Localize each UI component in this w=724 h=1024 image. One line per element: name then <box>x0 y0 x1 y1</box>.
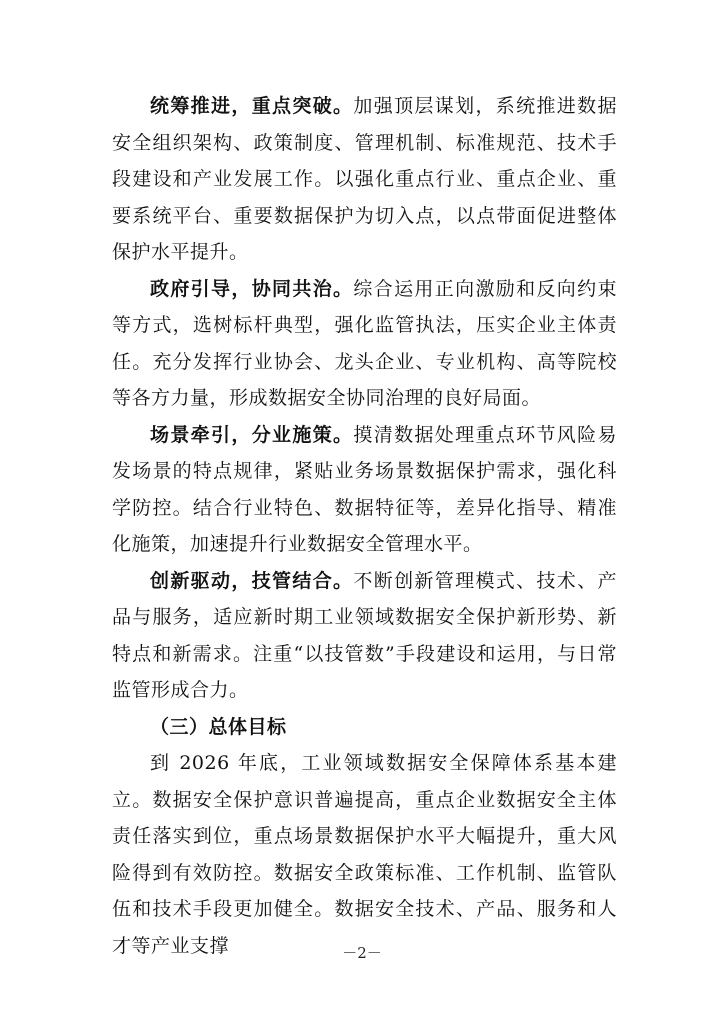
page-number: －2－ <box>342 944 382 962</box>
section-heading: （三）总体目标 <box>150 715 287 738</box>
principle-paragraph-2 <box>112 271 617 417</box>
principle-lead-2: 政府引导，协同共治。 <box>150 277 354 300</box>
principle-lead-3: 场景牵引，分业施策。 <box>150 423 354 446</box>
principle-text-4: 不断创新管理模式、技术、产品与服务，适应新时期工业领域数据安全保护新形势、新特点和新需求。注重“以技管数”手段建设和运用，与日常监管形成合力。 <box>112 569 617 701</box>
principle-paragraph-1 <box>112 88 617 271</box>
principle-paragraph-3 <box>112 417 617 563</box>
document-body <box>112 88 617 964</box>
principle-lead-4: 创新驱动，技管结合。 <box>150 569 354 592</box>
principle-text-3: 摸清数据处理重点环节风险易发场景的特点规律，紧贴业务场景数据保护需求，强化科学防控。结合行业特色、数据特征等，差异化指导、精准化施策，加速提升行业数据安全管理水平。 <box>112 423 617 555</box>
principle-paragraph-4 <box>112 563 617 709</box>
principle-lead-1: 统筹推进，重点突破。 <box>150 95 354 117</box>
principle-text-2: 综合运用正向激励和反向约束等方式，选树标杆典型，强化监管执法，压实企业主体责任。充分发挥行业协会、龙头企业、专业机构、高等院校等各方力量，形成数据安全协同治理的良好局面。 <box>112 277 617 409</box>
principle-text-1: 加强顶层谋划，系统推进数据安全组织架构、政策制度、管理机制、标准规范、技术手段建设和产业发展工作。以强化重点行业、重点企业、重要系统平台、重要数据保护为切入点，以点带面促进整体保护水平提升。 <box>112 95 617 263</box>
goal-paragraph: 到 2026 年底，工业领域数据安全保障体系基本建立。数据安全保护意识普遍提高，重点企业数据安全主体责任落实到位，重点场景数据保护水平大幅提升，重大风险得到有效防控。数据安全政策标准、工作机制、监管队伍和技术手段更加健全。数据安全技术、产品、服务和人才等产业支撑 <box>112 752 617 957</box>
